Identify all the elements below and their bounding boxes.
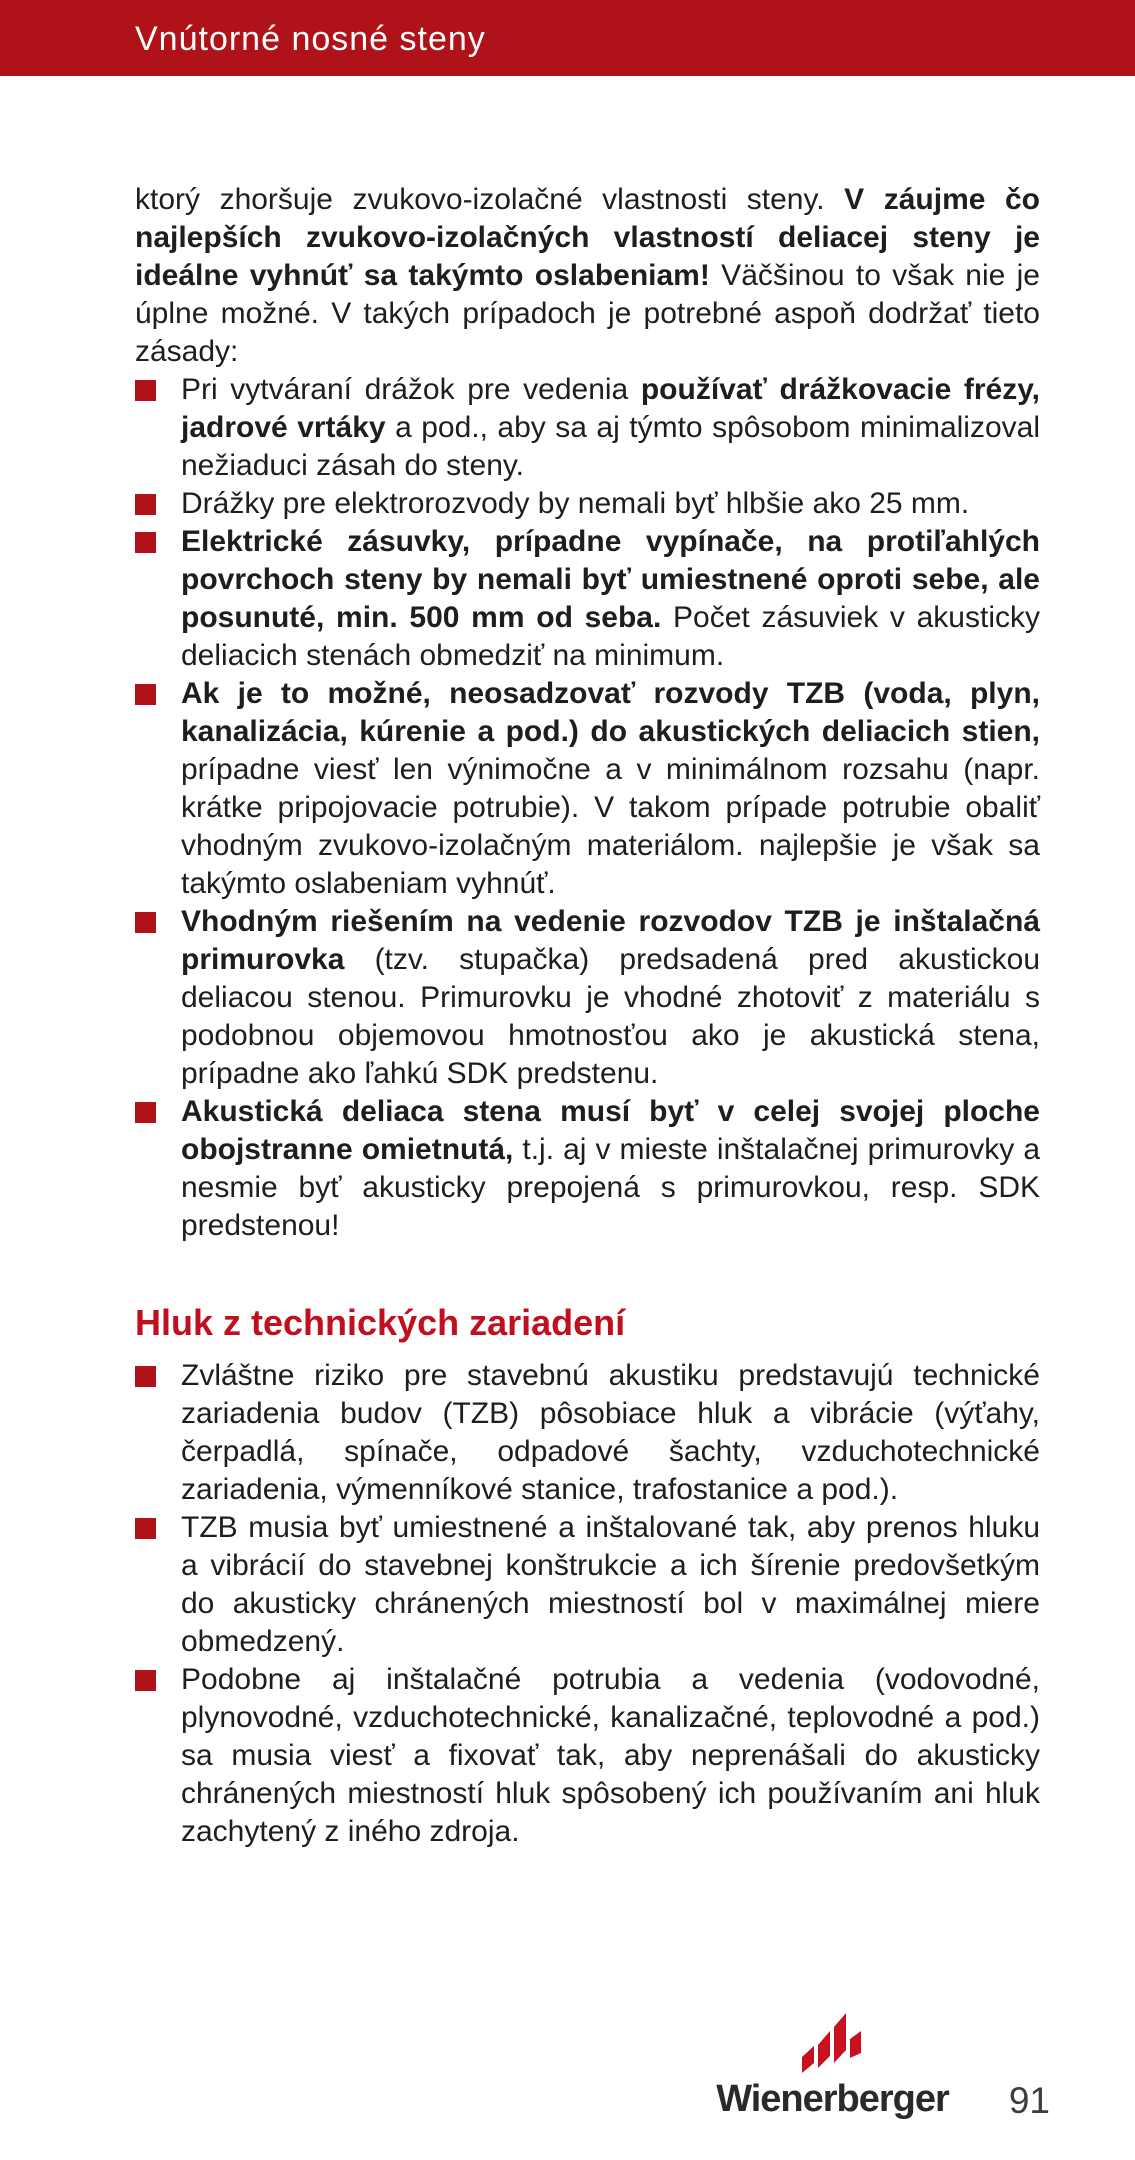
list-item-text: Zvláštne riziko pre stavebnú akustiku predstavujú technické zariadenia budov (TZB) pôsobiace hluk a vibrácie (výťahy, čerpadlá, spínače, odpadové šachty, vzduchotechnické zariadenia, výmenníkové stanice, trafostanice a pod.). bbox=[181, 1359, 1040, 1506]
bullet-square-icon bbox=[135, 1518, 156, 1539]
bullet-square-icon bbox=[135, 532, 156, 553]
bullet-square-icon bbox=[135, 494, 156, 515]
guidelines-bullet-list bbox=[135, 371, 1040, 1245]
list-item bbox=[135, 371, 1040, 485]
list-item-text: Elektrické zásuvky, prípadne vypínače, na protiľahlých povrchoch steny by nemali byť umiestnené oproti sebe, ale posunuté, min. 500 mm od seba. Počet zásuviek v akusticky deliacich stenách obmedziť na minimum. bbox=[181, 525, 1040, 672]
section-heading-noise: Hluk z technických zariadení bbox=[135, 1302, 626, 1343]
bullet-square-icon bbox=[135, 1102, 156, 1123]
list-item bbox=[135, 1661, 1040, 1851]
list-item-text: Pri vytváraní drážok pre vedenia používať drážkovacie frézy, jadrové vrtáky a pod., aby sa aj týmto spôsobom minimalizoval nežiaduci zásah do steny. bbox=[181, 373, 1040, 482]
header-bar bbox=[0, 0, 1135, 76]
noise-bullet-list bbox=[135, 1357, 1040, 1851]
page-title: Vnútorné nosné steny bbox=[135, 20, 486, 58]
list-item-text: Ak je to možné, neosadzovať rozvody TZB (voda, plyn, kanalizácia, kúrenie a pod.) do akustických deliacich stien, prípadne viesť len výnimočne a v minimálnom rozsahu (napr. krátke pripojovacie potrubie). V takom prípade potrubie obaliť vhodným zvukovo-izolačným materiálom. najlepšie je však sa takýmto oslabeniam vyhnúť. bbox=[181, 677, 1040, 900]
intro-paragraph: ktorý zhoršuje zvukovo-izolačné vlastnosti steny. V záujme čo najlepších zvukovo-izolačných vlastností deliacej steny je ideálne vyhnúť sa takýmto oslabeniam! Väčšinou to však nie je úplne možné. V takých prípadoch je potrebné aspoň dodržať tieto zásady: bbox=[135, 183, 1040, 368]
list-item-text: Podobne aj inštalačné potrubia a vedenia (vodovodné, plynovodné, vzduchotechnické, kanalizačné, teplovodné a pod.) sa musia viesť a fixovať tak, aby neprenášali do akusticky chránených miestností hluk spôsobený ich používaním ani hluk zachytený z iného zdroja. bbox=[181, 1663, 1040, 1848]
bullet-square-icon bbox=[135, 684, 156, 705]
list-item bbox=[135, 485, 1040, 523]
bullet-square-icon bbox=[135, 1366, 156, 1387]
bullet-square-icon bbox=[135, 1670, 156, 1691]
list-item bbox=[135, 1509, 1040, 1661]
wienerberger-roof-icon bbox=[801, 2012, 865, 2076]
bullet-square-icon bbox=[135, 380, 156, 401]
list-item bbox=[135, 903, 1040, 1093]
page-content bbox=[135, 181, 1040, 1851]
list-item bbox=[135, 1357, 1040, 1509]
wienerberger-logo bbox=[690, 2012, 975, 2120]
bullet-square-icon bbox=[135, 912, 156, 933]
page-number: 91 bbox=[1008, 2080, 1050, 2121]
list-item bbox=[135, 675, 1040, 903]
list-item-text: TZB musia byť umiestnené a inštalované tak, aby prenos hluku a vibrácií do stavebnej konštrukcie a ich šírenie predovšetkým do akusticky chránených miestností bol v maximálnej miere obmedzený. bbox=[181, 1511, 1040, 1658]
list-item bbox=[135, 523, 1040, 675]
brand-name: Wienerberger bbox=[716, 2078, 949, 2120]
list-item-text: Drážky pre elektrorozvody by nemali byť hlbšie ako 25 mm. bbox=[181, 487, 970, 520]
list-item bbox=[135, 1093, 1040, 1245]
list-item-text: Akustická deliaca stena musí byť v celej svojej ploche obojstranne omietnutá, t.j. aj v mieste inštalačnej primurovky a nesmie byť akusticky prepojená s primurovkou, resp. SDK predstenou! bbox=[181, 1095, 1040, 1242]
list-item-text: Vhodným riešením na vedenie rozvodov TZB je inštalačná primurovka (tzv. stupačka) predsadená pred akustickou deliacou stenou. Primurovku je vhodné zhotoviť z materiálu s podobnou objemovou hmotnosťou ako je akustická stena, prípadne ako ľahkú SDK predstenu. bbox=[181, 905, 1040, 1090]
